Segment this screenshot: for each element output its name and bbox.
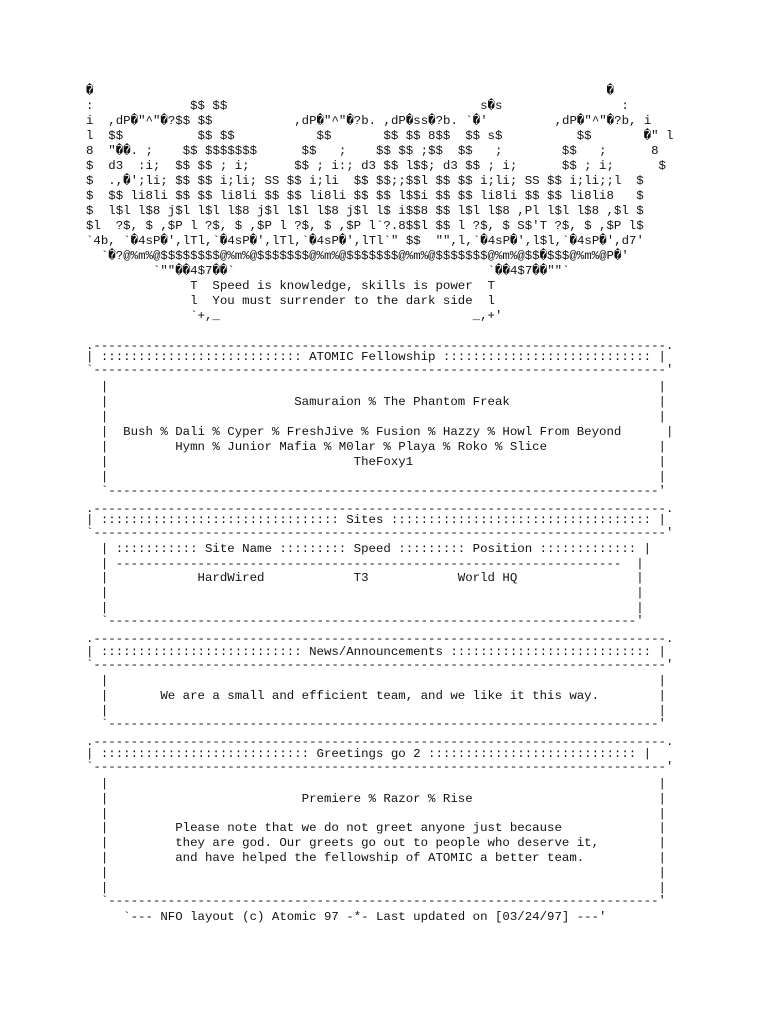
greetings-note: | they are god. Our greets go out to people who deserve it, | bbox=[86, 836, 666, 850]
logo-line: : $$ $$ s�s : bbox=[86, 99, 629, 113]
greetings-box-line: | | bbox=[86, 777, 666, 791]
fellowship-members: | Bush % Dali % Cyper % FreshJive % Fusion % Hazzy % Howl From Beyond | bbox=[86, 425, 674, 439]
news-header-title: | ::::::::::::::::::::::::::: News/Announcements ::::::::::::::::::::::::::: | bbox=[86, 645, 666, 659]
greetings-header-title: | :::::::::::::::::::::::::::: Greetings go 2 :::::::::::::::::::::::::::: | bbox=[86, 747, 652, 761]
logo-line: 8 "��. ; $$ $$$$$$$ $$ ; $$ $$ ;$$ $$ ; $$ ; 8 bbox=[86, 144, 659, 158]
fellowship-header-title: | ::::::::::::::::::::::::::: ATOMIC Fellowship :::::::::::::::::::::::::::: | bbox=[86, 350, 666, 364]
news-header-border: `-----------------------------------------------------------------------------' bbox=[86, 658, 674, 672]
sites-box-line: | | bbox=[86, 601, 644, 615]
greetings-box-line: | | bbox=[86, 866, 666, 880]
motto-line: `+,_ _,+' bbox=[86, 309, 503, 323]
logo-line: $ .,�';li; $$ $$ i;li; SS $$ i;li $$ $$;;$$l $$ $$ i;li; SS $$ i;li;;l $ bbox=[86, 174, 644, 188]
sites-table-row: | HardWired T3 World HQ | bbox=[86, 571, 644, 585]
motto-line: l You must surrender to the dark side l bbox=[86, 294, 495, 308]
news-box-bottom: `--------------------------------------------------------------------------' bbox=[86, 717, 666, 731]
greetings-note: | Please note that we do not greet anyone just because | bbox=[86, 821, 666, 835]
sites-header-border: `-----------------------------------------------------------------------------' bbox=[86, 526, 674, 540]
logo-line: i ,dP�"^"�?$$ $$ ,dP�"^"�?b. ,dP�ss�?b. `�' ,dP�"^"�?b, i bbox=[86, 114, 652, 128]
greetings-note: | and have helped the fellowship of ATOMIC a better team. | bbox=[86, 851, 666, 865]
greetings-box-bottom: `--------------------------------------------------------------------------' bbox=[86, 894, 666, 908]
fellowship-members: | Hymn % Junior Mafia % M0lar % Playa % Roko % Slice | bbox=[86, 440, 666, 454]
fellowship-members: | TheFoxy1 | bbox=[86, 455, 666, 469]
logo-line: `""��4$7��` `��4$7��""` bbox=[86, 264, 570, 278]
sites-header-border: .-----------------------------------------------------------------------------. bbox=[86, 502, 674, 516]
greetings-header-border: `-----------------------------------------------------------------------------' bbox=[86, 760, 674, 774]
greetings-header-border: .-----------------------------------------------------------------------------. bbox=[86, 735, 674, 749]
news-box-line: | | bbox=[86, 704, 666, 718]
fellowship-box-line: | | bbox=[86, 410, 666, 424]
fellowship-box-line: | | bbox=[86, 380, 666, 394]
fellowship-header-border: `-----------------------------------------------------------------------------' bbox=[86, 363, 674, 377]
fellowship-header-border: .-----------------------------------------------------------------------------. bbox=[86, 339, 674, 353]
logo-line: � � bbox=[86, 84, 614, 98]
fellowship-leaders: | Samuraion % The Phantom Freak | bbox=[86, 395, 666, 409]
sites-box-bottom: `-----------------------------------------------------------------------' bbox=[86, 614, 644, 628]
logo-line: $ $$ li8li $$ $$ li8li $$ $$ li8li $$ $$ l$$i $$ $$ li8li $$ $$ li8li8 $ bbox=[86, 189, 644, 203]
footer-credit: `--- NFO layout (c) Atomic 97 -*- Last updated on [03/24/97] ---' bbox=[86, 910, 607, 924]
logo-line: $ l$l l$8 j$l l$l l$8 j$l l$l l$8 j$l l$ i$$8 $$ l$l l$8 ,Pl l$l l$8 ,$l $ bbox=[86, 204, 644, 218]
logo-line: $l ?$, $ ,$P l ?$, $ ,$P l ?$, $ ,$P l`?.8$$l $$ l ?$, $ S$'T ?$, $ ,$P l$ bbox=[86, 219, 644, 233]
greetings-names: | Premiere % Razor % Rise | bbox=[86, 792, 666, 806]
fellowship-box-bottom: `--------------------------------------------------------------------------' bbox=[86, 484, 666, 498]
sites-table-divider: | -------------------------------------------------------------------- | bbox=[86, 557, 644, 571]
logo-line: `�?@%m%@$$$$$$$$@%m%@$$$$$$$@%m%@$$$$$$$@%m%@$$$$$$$@%m%@$$�$$$@%m%@P�' bbox=[86, 249, 629, 263]
sites-table-header: | ::::::::::: Site Name ::::::::: Speed ::::::::: Position ::::::::::::: | bbox=[86, 542, 652, 556]
logo-line: l $$ $$ $$ $$ $$ $$ 8$$ $$ s$ $$ �" l bbox=[86, 129, 674, 143]
fellowship-box-line: | | bbox=[86, 470, 666, 484]
news-box-line: | | bbox=[86, 674, 666, 688]
news-header-border: .-----------------------------------------------------------------------------. bbox=[86, 632, 674, 646]
greetings-box-line: | | bbox=[86, 807, 666, 821]
sites-box-line: | | bbox=[86, 586, 644, 600]
logo-line: $ d3 :i; $$ $$ ; i; $$ ; i:; d3 $$ l$$; d3 $$ ; i; $$ ; i; $ bbox=[86, 159, 666, 173]
motto-line: T Speed is knowledge, skills is power T bbox=[86, 279, 495, 293]
logo-line: `4b, `�4sP�',lTl,`�4sP�',lTl,`�4sP�',lTl`" $$ "",l,`�4sP�',l$l,`�4sP�',d7' bbox=[86, 234, 644, 248]
greetings-box-line: | | bbox=[86, 881, 666, 895]
news-text: | We are a small and efficient team, and we like it this way. | bbox=[86, 689, 666, 703]
sites-header-title: | :::::::::::::::::::::::::::::::: Sites ::::::::::::::::::::::::::::::::::: | bbox=[86, 513, 666, 527]
